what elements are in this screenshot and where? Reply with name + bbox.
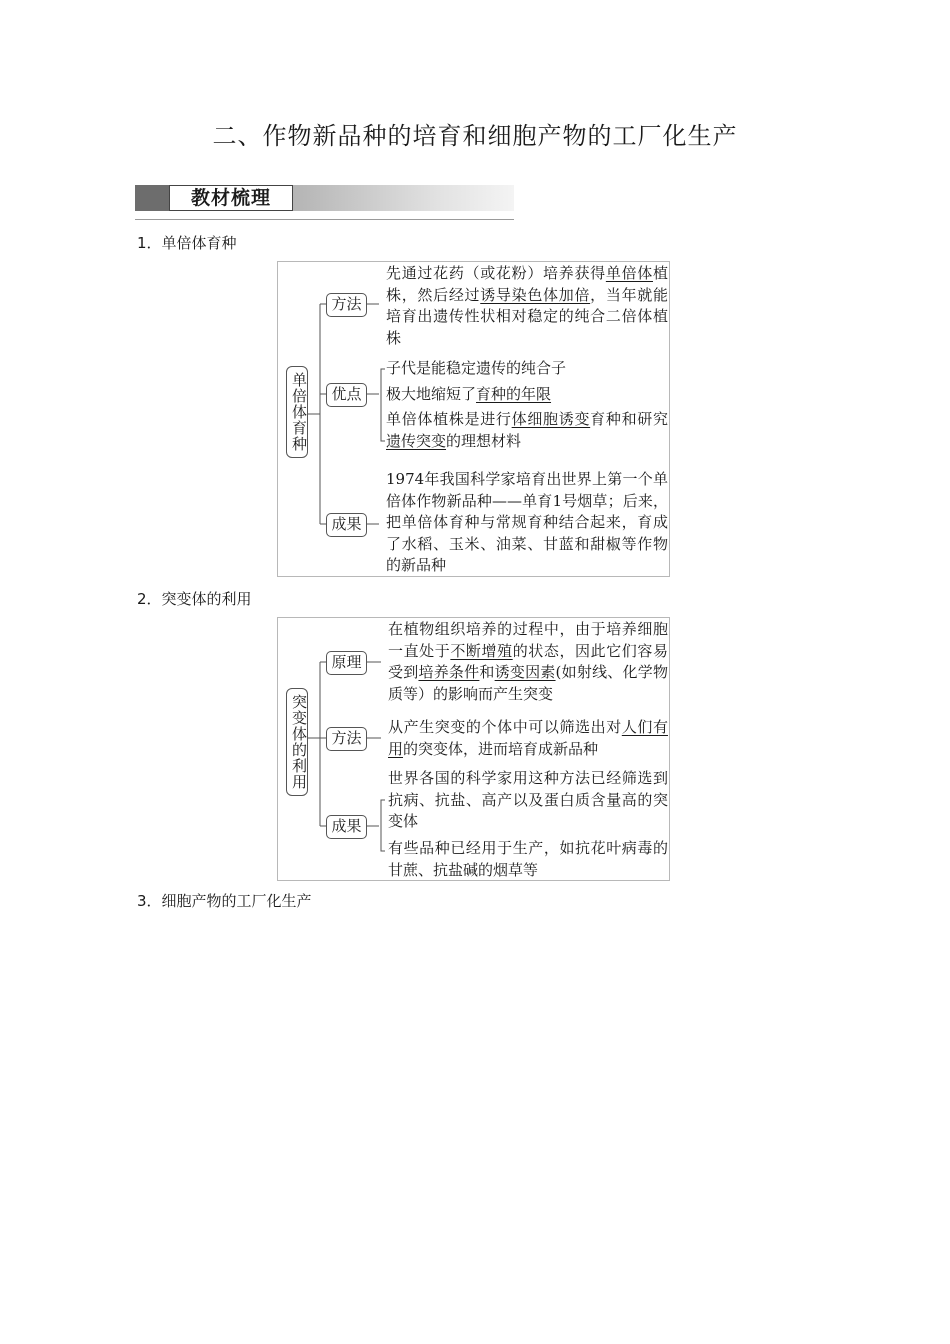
text-segment: 单倍体植株是进行: [386, 410, 512, 428]
diagram2-root: 突变体的利用: [286, 688, 308, 796]
diagram1-advantage-1: [386, 358, 668, 380]
text-segment: 的状态，因此它们容易受到: [388, 641, 668, 681]
key-term: 单倍体: [605, 264, 653, 282]
text-segment: 先通过花药（或花粉）培养获得: [386, 264, 606, 282]
banner-dark-block: [135, 185, 169, 211]
diagram1-node-method: 方法: [326, 293, 367, 317]
text-segment: (如射线、化学物质等）的影响而产生突变: [388, 663, 668, 703]
diagram2-principle-text: [388, 619, 668, 705]
section-heading-1: 1．单倍体育种: [137, 234, 237, 252]
key-term: 培养条件: [418, 663, 480, 681]
diagram1-method-text: [386, 263, 668, 349]
text-segment: 育种和研究: [590, 410, 668, 428]
text-segment: 的理想材料: [446, 431, 522, 450]
text-segment: ，当年就能培育出遗传性状相对稳定的纯合二倍体植株: [386, 285, 668, 347]
text-segment: 的突变体，进而培育成新品种: [403, 739, 599, 758]
text-segment: 从产生突变的个体中可以筛选出对: [388, 718, 622, 736]
key-term: 育种的年限: [476, 385, 552, 403]
section-heading-2: 2．突变体的利用: [137, 590, 252, 608]
text-segment: 在植物组织培养的过程中，由于培养细胞一直处于: [388, 620, 668, 660]
text-segment: 有些品种已经用于生产，如抗花叶病毒的甘蔗、抗盐碱的烟草等: [388, 839, 668, 879]
key-term: 诱变因素: [494, 663, 556, 681]
page-title: 二、作物新品种的培育和细胞产物的工厂化生产: [212, 122, 738, 150]
banner-label: 教材梳理: [169, 185, 293, 211]
diagram2-achievement-2: [388, 838, 668, 881]
diagram1-node-achievement: 成果: [326, 513, 367, 537]
section-heading-3: 3．细胞产物的工厂化生产: [137, 892, 312, 910]
diagram2-node-principle: 原理: [326, 651, 367, 675]
diagram2-node-method: 方法: [326, 727, 367, 751]
diagram1-advantage-2: [386, 384, 668, 406]
banner-rule: [135, 219, 514, 220]
diagram-haploid-breeding: [277, 261, 670, 577]
key-term: 诱导染色体加倍: [480, 285, 591, 304]
diagram2-node-achievement: 成果: [326, 815, 367, 839]
diagram1-node-advantage: 优点: [326, 383, 367, 407]
text-segment: 1974年我国科学家培育出世界上第一个单倍体作物新品种——单育1号烟草；后来，把单倍体育种与常规育种结合起来，育成了水稻、玉米、油菜、甘蓝和甜椒等作物的新品种: [386, 470, 668, 574]
text-segment: 和: [479, 663, 495, 681]
diagram-mutant-utilization: [277, 617, 670, 881]
text-segment: 子代是能稳定遗传的纯合子: [386, 359, 567, 377]
section-banner: [135, 185, 514, 221]
key-term: 不断增殖: [450, 641, 513, 660]
text-segment: 世界各国的科学家用这种方法已经筛选到抗病、抗盐、高产以及蛋白质含量高的突变体: [388, 769, 668, 830]
key-term: 体细胞诱变: [511, 410, 591, 428]
diagram2-method-text: [388, 717, 668, 760]
key-term: 遗传突变: [386, 431, 447, 450]
text-segment: 植株，然后经过: [386, 264, 668, 304]
text-segment: 极大地缩短了: [386, 385, 477, 403]
diagram1-advantage-3: [386, 409, 668, 452]
diagram2-achievement-1: [388, 768, 668, 833]
diagram1-achievement-text: [386, 469, 668, 577]
diagram1-root: 单倍体育种: [286, 366, 308, 458]
key-term: 人们有用: [388, 718, 668, 758]
